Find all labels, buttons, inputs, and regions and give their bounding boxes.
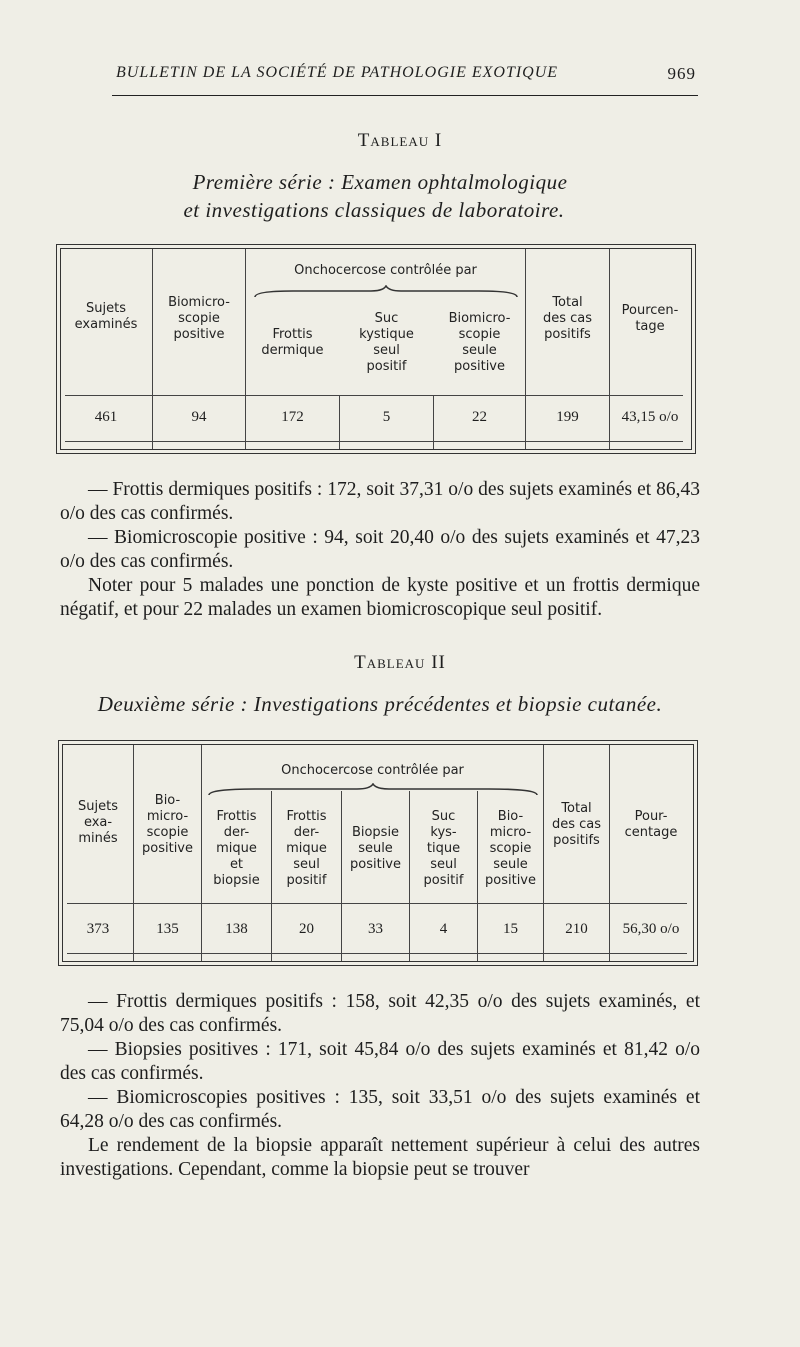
t2-col-suc: Suc kys- tique seul positif <box>423 809 464 888</box>
paragraph: Noter pour 5 malades une ponction de kyste positive et un frottis dermique négatif, et pour 22 malades un examen biomicroscopique seul positif. <box>60 575 700 620</box>
t2-val-pourcentage: 56,30 o/o <box>622 921 680 937</box>
t2-val-sujets: 373 <box>86 921 110 937</box>
t2-val-biomicro-seule: 15 <box>503 921 518 937</box>
t1-val-pourcentage: 43,15 o/o <box>621 409 679 425</box>
table2-subtitle: Deuxième série : Investigations précédentes et biopsie cutanée. <box>97 692 663 716</box>
text-block-1 <box>60 478 700 622</box>
paragraph: — Frottis dermiques positifs : 158, soit 42,35 o/o des sujets examinés, et 75,04 o/o des cas confirmés. <box>60 991 700 1036</box>
t2-col-biomicro-seule: Bio- micro- scopie seule positive <box>485 809 536 888</box>
t1-col-biomicro-seule: Biomicro- scopie seule positive <box>448 311 511 374</box>
header-rule <box>112 95 698 96</box>
t2-col-total: Total des cas positifs <box>551 801 602 848</box>
t1-val-biomicro: 94 <box>191 409 207 425</box>
t2-col-biopsie: Biopsie seule positive <box>350 825 401 872</box>
journal-title: BULLETIN DE LA SOCIÉTÉ DE PATHOLOGIE EXOTIQUE <box>116 64 559 81</box>
t1-col-total: Total des cas positifs <box>542 295 593 342</box>
page-number: 969 <box>667 64 696 83</box>
t2-val-frottis-seul: 20 <box>299 921 314 937</box>
t1-val-suc: 5 <box>382 409 391 425</box>
t1-val-biomicro-seule: 22 <box>472 409 487 425</box>
t2-col-frottis-seul: Frottis der- mique seul positif <box>286 809 327 888</box>
t1-brace <box>253 285 519 299</box>
t1-col-frottis: Frottis dermique <box>261 327 324 358</box>
t2-val-suc: 4 <box>439 921 448 937</box>
t2-col-pourcentage: Pour- centage <box>624 809 678 840</box>
t2-col-sujets: Sujets exa- minés <box>78 799 118 846</box>
table2 <box>58 740 698 966</box>
text-block-2 <box>60 990 700 1182</box>
paragraph: — Biomicroscopies positives : 135, soit 33,51 o/o des sujets examinés et 64,28 o/o des cas confirmés. <box>60 1087 700 1132</box>
t1-val-total: 199 <box>556 409 579 425</box>
t1-val-frottis: 172 <box>281 409 304 425</box>
t1-col-pourcentage: Pourcen- tage <box>621 303 679 334</box>
t2-brace <box>207 783 539 797</box>
table2-caption: Tableau II <box>354 652 446 673</box>
t1-col-sujets: Sujets examinés <box>74 301 138 332</box>
t1-val-sujets: 461 <box>94 409 118 425</box>
paragraph: — Biomicroscopie positive : 94, soit 20,40 o/o des sujets examinés et 47,23 o/o des cas confirmés. <box>60 527 700 572</box>
t2-col-biomicro: Bio- micro- scopie positive <box>142 793 193 856</box>
t2-val-frottis-biopsie: 138 <box>225 921 248 937</box>
t1-group-header: Onchocercose contrôlée par <box>294 263 477 278</box>
t2-val-biopsie: 33 <box>368 921 383 937</box>
paragraph: — Frottis dermiques positifs : 172, soit 37,31 o/o des sujets examinés et 86,43 o/o des cas confirmés. <box>60 479 700 524</box>
paragraph: Le rendement de la biopsie apparaît nettement supérieur à celui des autres investigations. Cependant, comme la biopsie peut se trouver <box>60 1135 700 1180</box>
t2-col-frottis-biopsie: Frottis der- mique et biopsie <box>213 809 260 888</box>
t2-group-header: Onchocercose contrôlée par <box>281 763 464 778</box>
t1-col-suc: Suc kystique seul positif <box>359 311 414 374</box>
t2-val-total: 210 <box>565 921 588 937</box>
t2-val-biomicro: 135 <box>156 921 179 937</box>
t1-col-biomicro: Biomicro- scopie positive <box>168 295 230 342</box>
table1 <box>56 244 696 454</box>
table1-subtitle-line2: et investigations classiques de laboratoire. <box>183 198 565 222</box>
table1-caption: Tableau I <box>357 130 443 151</box>
paragraph: — Biopsies positives : 171, soit 45,84 o/o des sujets examinés et 81,42 o/o des cas confirmés. <box>60 1039 700 1084</box>
table1-subtitle-line1: Première série : Examen ophtalmologique <box>192 170 568 194</box>
